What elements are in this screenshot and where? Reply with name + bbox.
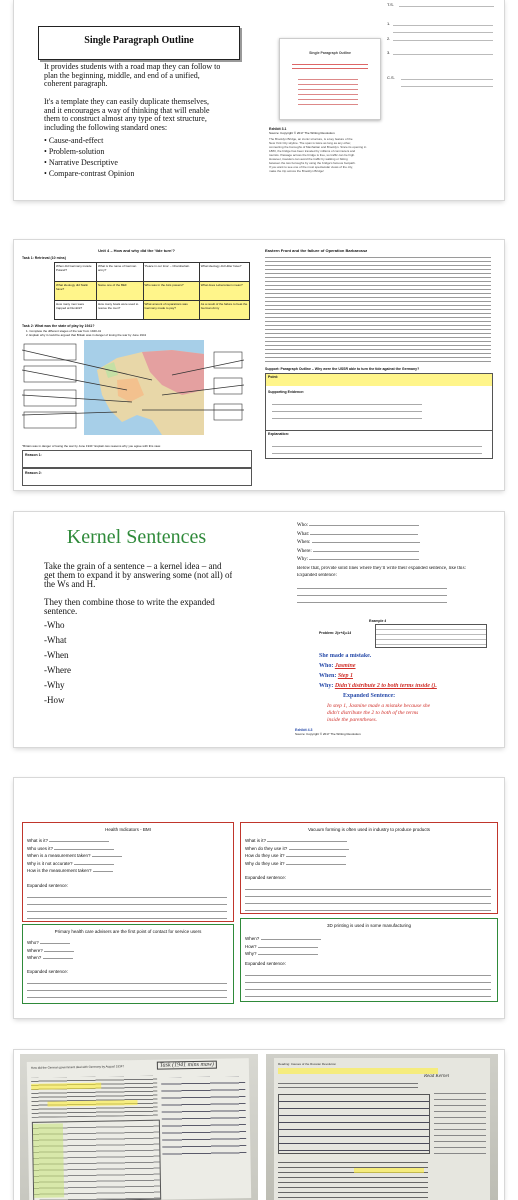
box-title: Primary health care advisers are the first point of contact for service users: [54, 929, 202, 934]
text-line: the Ws and H.: [44, 579, 96, 589]
question-line: Where?: [27, 947, 137, 955]
grid-cell: Who was in the Axis powers?: [143, 282, 199, 301]
w-line: Why:: [297, 556, 447, 565]
red-outline-lines: [292, 61, 368, 69]
text-line: It's a template they can easily duplicate themselves,: [44, 98, 209, 106]
question-line: Why do they use it?: [245, 860, 365, 868]
solution-table: [375, 624, 487, 648]
text-line: Take the grain of a sentence – a kernel idea – and: [44, 562, 222, 571]
side-notes: [434, 1088, 486, 1158]
question-line: How?: [245, 943, 355, 951]
w-question-lines: [297, 522, 447, 565]
handwritten-box: [278, 1094, 430, 1154]
point-label: Point:: [268, 375, 278, 379]
slide1-left-panel: [14, 0, 259, 200]
task2-item: 2. Explain why it could be argued that Britain was in danger of losing the war by June 1941: [26, 333, 147, 337]
text-line: It provides students with a road map they can follow to: [44, 63, 221, 71]
reason2-label: Reason 2:: [25, 471, 42, 475]
exhibit-label: Exhibit 4.3: [295, 728, 313, 732]
box-health-indicators: [22, 822, 234, 922]
question-line: Why is it not accurate?: [27, 860, 137, 868]
box-title: 3D printing is used in some manufacturing: [326, 923, 412, 928]
paragraph-outline-title: Support: Paragraph Outline – Why were the USSR able to turn the tide against the Germany?: [265, 367, 420, 371]
bullet-item: • Cause-and-effect: [44, 136, 104, 145]
text-line: New York City skyline. The span is twice as long as any other,: [269, 141, 351, 145]
mark-cs: C.S.: [387, 75, 395, 80]
text-line: They then combine those to write the expanded: [44, 598, 215, 607]
grid-cell: 'Peace in our time' – Chamberlain: [143, 263, 199, 282]
question-line: Who uses it?: [27, 845, 137, 853]
text-line: 1883, the bridge has been traveled by millions of commuters and: [269, 149, 356, 153]
outline-marks: [387, 0, 502, 110]
w-line: When:: [297, 539, 447, 548]
brooklyn-paragraph: [269, 137, 385, 173]
task1-label: Task 1: Retrieval (10 mins): [22, 256, 66, 260]
text-line: make the trip across the Brooklyn Bridge!: [269, 169, 324, 173]
question-line: Who?: [27, 939, 137, 947]
answer-line: In step 1, Jasmine made a mistake because she: [327, 703, 431, 709]
question-line: When?: [27, 954, 137, 962]
worksheet-paper: [274, 1058, 490, 1200]
text-line: coherent paragraph.: [44, 80, 108, 88]
bullet-item: • Narrative Descriptive: [44, 158, 118, 167]
photo-left-student-work: [20, 1054, 258, 1200]
thumbnail-title: Single Paragraph Outline: [309, 51, 351, 55]
eastern-front-text: [265, 254, 491, 362]
grid-cell: What is the name of German army?: [96, 263, 143, 282]
worksheet-header: How did the German government deal with Germany by August 1934?: [30, 1064, 125, 1070]
box-3d-printing: [240, 918, 498, 1002]
eastern-front-title: Eastern Front and the failure of Operation Barbarossa: [265, 248, 368, 253]
text-line: them to construct almost any type of text structure,: [44, 115, 207, 123]
question-line: How do they use it?: [245, 852, 365, 860]
list-item: -How: [44, 695, 65, 705]
when-answer: When: Step 1: [319, 673, 354, 679]
slide1-title: Single Paragraph Outline: [84, 35, 194, 46]
outline-thumbnail: [279, 38, 381, 120]
kernel-para2: [44, 598, 215, 616]
supporting-evidence-label: Supporting Evidence:: [268, 390, 305, 394]
kernel-title: Kernel Sentences: [66, 526, 207, 548]
table-highlight: [33, 1123, 64, 1198]
grid-cell: When did Germany invade Poland?: [55, 263, 97, 282]
grid-cell: What amount of reparations was Germany made to pay?: [143, 301, 199, 320]
box-vacuum-forming: [240, 822, 498, 914]
slide1-right-panel: [259, 0, 504, 200]
text-line: However, travelers can avoid the traffic by walking or biking: [269, 157, 348, 161]
who-answer: Who: Jasmine: [319, 663, 356, 669]
expanded-label: Expanded sentence:: [245, 875, 287, 880]
exhibit-label: Exhibit 3.1: [269, 127, 287, 131]
expanded-lines: [297, 582, 447, 604]
grid-cell: What ideology did Stalin have?: [55, 282, 97, 301]
copyright: Source: Copyright © 2017 The Writing Revolution.: [295, 732, 362, 736]
expanded-sentence-label: Expanded Sentence:: [343, 693, 396, 699]
red-outline-lines: [298, 75, 358, 109]
slide1-title-box: [38, 26, 240, 60]
point-highlight: [266, 374, 492, 386]
list-item: -Who: [44, 620, 65, 630]
instruction-note: Below that, provide solid lines where they'll write their expanded sentence, like this:: [297, 566, 466, 571]
text-line: connecting the boroughs of Manhattan and Brooklyn. Since its opening in: [269, 145, 367, 149]
text-line: get them to expand it by answering some (not all) of: [44, 570, 233, 580]
grid-cell: What does Lebensraum mean?: [199, 282, 249, 301]
question-line: What is it?: [27, 837, 137, 845]
expanded-answer: [327, 703, 430, 724]
problem-text: Problem: 2(x+4)=14: [319, 631, 352, 635]
grid-cell: As a result of the failure to beat the German Army: [199, 301, 249, 320]
question-line: Why?: [245, 950, 355, 958]
printed-text: [278, 1080, 418, 1090]
explanation-label: Explanation:: [268, 432, 290, 436]
explanation-lines: [272, 440, 482, 454]
question-line: When is a measurement taken?: [27, 852, 137, 860]
printed-text: [278, 1158, 428, 1198]
pee-box: [265, 373, 493, 459]
box-primary-health-care: [22, 924, 234, 1004]
task2-item: 1. Complete the different stages of the war from 1940-41: [26, 329, 102, 333]
bullet-item: • Problem-solution: [44, 147, 105, 156]
expanded-label: Expanded sentence:: [27, 969, 69, 974]
expanded-lines: [245, 969, 491, 997]
kernel-w-list: [44, 618, 71, 708]
reason1-box: [22, 450, 252, 468]
text-line: plan the beginning, middle, and end of a unified,: [44, 71, 200, 80]
question-line: When?: [245, 935, 355, 943]
text-line: tourists. Passage across the bridge is free, so traffic can be high.: [269, 153, 355, 157]
text-line: including the following standard ones:: [44, 123, 168, 132]
box-title: Health Indicators - BMI: [105, 827, 151, 832]
mark-3: 3.: [387, 50, 391, 55]
slide1-para2: [44, 98, 210, 132]
text-line: The Brooklyn Bridge, an iconic structure, is a key feature of the: [269, 137, 353, 141]
expanded-lines: [27, 977, 227, 999]
expanded-lines: [27, 891, 227, 919]
grid-cell: What ideology did Hitler have?: [199, 263, 249, 282]
w-line: Where:: [297, 548, 447, 557]
evidence-lines: [272, 398, 422, 424]
slide-single-paragraph-outline: [14, 0, 504, 200]
grid-cell: How many boats were used to rescue the men?: [96, 301, 143, 320]
reason2-box: [22, 468, 252, 486]
slide2-right-panel: [259, 240, 504, 490]
slide1-para1: [44, 63, 220, 89]
box-title: Vacuum forming is often used in industry to produce products: [308, 827, 430, 832]
worksheet-header: Reading: Causes of the Russian Revolution: [278, 1062, 337, 1066]
expanded-label: Expanded sentence:: [297, 573, 337, 578]
mark-2: 2.: [387, 36, 391, 41]
highlight: [31, 1083, 101, 1090]
highlight: [278, 1068, 438, 1074]
slide2-left-panel: [14, 240, 259, 490]
slide3-right-panel: [259, 512, 504, 747]
text-line: and it encourages a way of thinking that will enable: [44, 106, 210, 115]
question-quote: "Britain was in danger of losing the war by June 1941" Explain two reasons why you agree with this view.: [22, 444, 161, 448]
grid-cell: Name one of the BEF: [96, 282, 143, 301]
kernel-para1: [44, 562, 232, 588]
text-line: If you want to see one of the most spectacular views of the city,: [269, 165, 353, 169]
worksheet-paper: [27, 1058, 251, 1200]
mark-ts: T.S.: [387, 2, 394, 7]
slide-tide-turn-worksheet: [14, 240, 504, 490]
slide-kernel-sentences: [14, 512, 504, 747]
worksheet-title: Unit 4 – How and why did the 'tide turn'?: [98, 248, 175, 253]
expanded-lines: [245, 883, 491, 911]
question-line: How is the measurement taken?: [27, 867, 137, 875]
task2-label: Task 2: What was the state of play by 1941?: [22, 324, 95, 328]
question-line: What is it?: [245, 837, 365, 845]
list-item: -When: [44, 650, 69, 660]
copyright: Source: Copyright © 2017 The Writing Revolution.: [269, 131, 336, 135]
slide-student-work-photos: [14, 1050, 504, 1200]
handwritten-note: Task (1941 mins maw): [157, 1061, 217, 1070]
answer-line: didn't distribute the 2 to both of the terms: [327, 710, 419, 716]
bullet-item: • Compare-contrast Opinion: [44, 169, 135, 178]
text-line: between the two boroughs by using the bridge's famous footpath.: [269, 161, 356, 165]
expanded-label: Expanded sentence:: [27, 883, 69, 888]
photo-right-student-work: [266, 1054, 498, 1200]
highlight: [354, 1168, 424, 1173]
list-item: -Where: [44, 665, 71, 675]
w-line: Who:: [297, 522, 447, 531]
handwritten-note: Read Kernel: [424, 1074, 450, 1079]
slide3-left-panel: [14, 512, 259, 747]
list-item: -Why: [44, 680, 65, 690]
handwriting: [161, 1076, 246, 1157]
grid-cell: How many men were trapped at Dunkirk?: [55, 301, 97, 320]
question-line: When do they use it?: [245, 845, 365, 853]
example-label: Example 4: [369, 619, 387, 623]
mark-1: 1.: [387, 21, 391, 26]
slide-expanded-sentence-boxes: [14, 778, 504, 1018]
text-line: sentence.: [44, 606, 78, 616]
w-line: What:: [297, 531, 447, 540]
reason1-label: Reason 1:: [25, 453, 42, 457]
retrieval-grid: [54, 262, 250, 320]
why-answer: Why: Didn't distribute 2 to both terms inside ().: [319, 683, 437, 689]
list-item: -What: [44, 635, 67, 645]
slide1-bullets: [44, 135, 134, 179]
mistake-statement: She made a mistake.: [319, 653, 372, 659]
answer-line: inside the parentheses.: [327, 717, 378, 723]
europe-map: [22, 340, 244, 435]
expanded-label: Expanded sentence:: [245, 961, 287, 966]
